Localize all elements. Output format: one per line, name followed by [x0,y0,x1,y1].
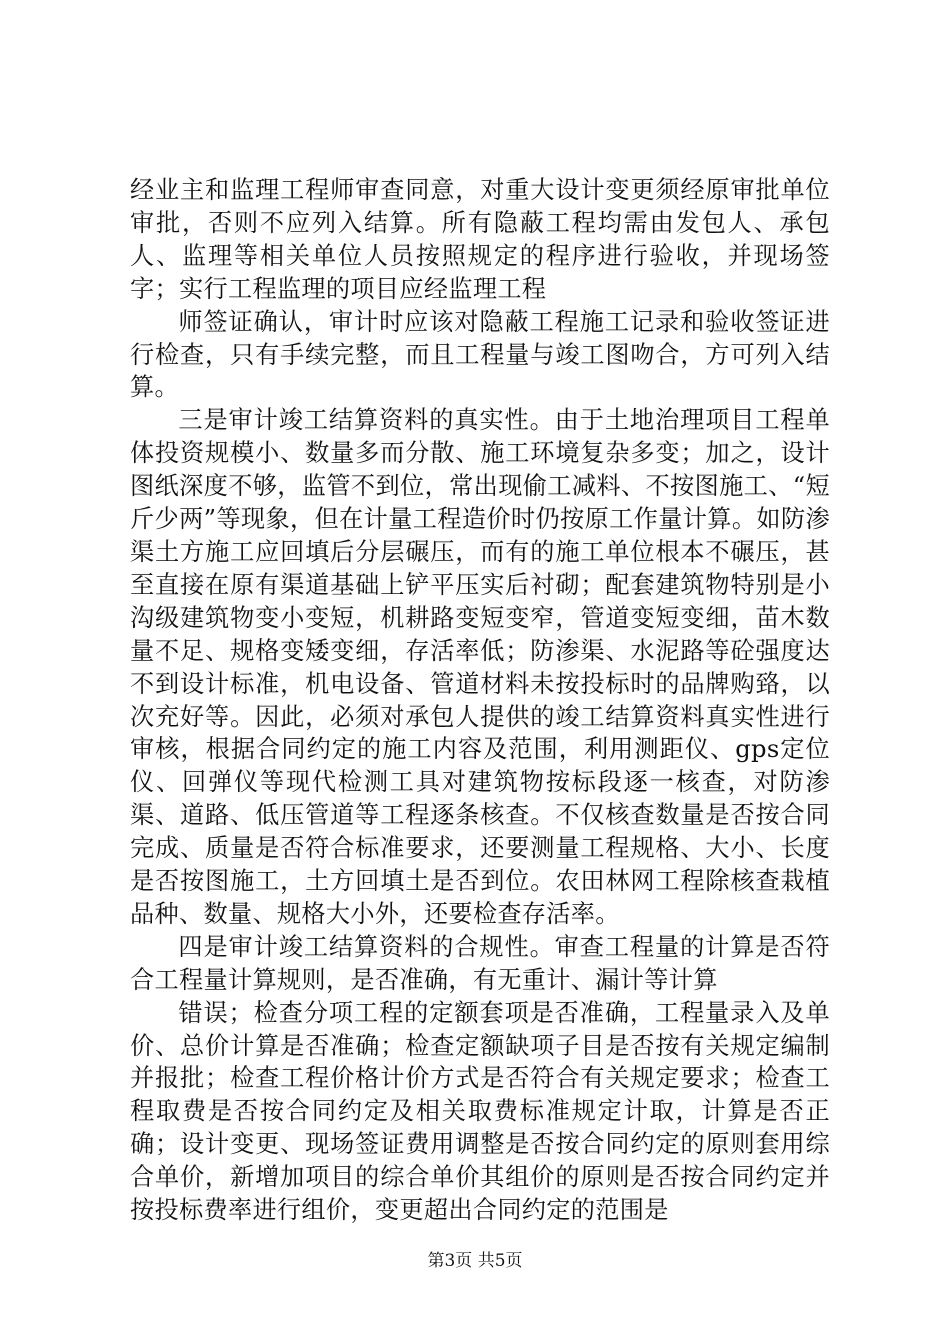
document-body [130,174,830,1227]
paragraph-1: 经业主和监理工程师审查同意，对重大设计变更须经原审批单位审批，否则不应列入结算。所有隐蔽工程均需由发包人、承包人、监理等相关单位人员按照规定的程序进行验收，并现场签字；实行工程监理的项目应经监理工程 [130,176,830,303]
page-footer: 第3页 共5页 [427,1251,523,1271]
paragraph-2: 师签证确认，审计时应该对隐蔽工程施工记录和验收签证进行检查，只有手续完整，而且工程量与竣工图吻合，方可列入结算。 [130,307,830,402]
paragraph-3: 三是审计竣工结算资料的真实性。由于土地治理项目工程单体投资规模小、数量多而分散、施工环境复杂多变；加之，设计图纸深度不够，监管不到位，常出现偷工减料、不按图施工、“短斤少两”等现象，但在计量工程造价时仍按原工作量计算。如防渗渠土方施工应回填后分层碾压，而有的施工单位根本不碾压，甚至直接在原有渠道基础上铲平压实后衬砌；配套建筑物特别是小沟级建筑物变小变短，机耕路变短变窄，管道变短变细，苗木数量不足、规格变矮变细，存活率低；防渗渠、水泥路等砼强度达不到设计标准，机电设备、管道材料未按投标时的品牌购臵，以次充好等。因此，必须对承包人提供的竣工结算资料真实性进行审核，根据合同约定的施工内容及范围，利用测距仪、gps定位仪、回弹仪等现代检测工具对建筑物按标段逐一核查，对防渗渠、道路、低压管道等工程逐条核查。不仅核查数量是否按合同完成、质量是否符合标准要求，还要测量工程规格、大小、长度是否按图施工，土方回填土是否到位。农田林网工程除核查栽植品种、数量、规格大小外，还要检查存活率。 [130,406,830,928]
paragraph-4: 四是审计竣工结算资料的合规性。审查工程量的计算是否符合工程量计算规则，是否准确，有无重计、漏计等计算 [130,932,830,994]
paragraph-5: 错误；检查分项工程的定额套项是否准确，工程量录入及单价、总价计算是否准确；检查定额缺项子目是否按有关规定编制并报批；检查工程价格计价方式是否符合有关规定要求；检查工程取费是否按合同约定及相关取费标准规定计取，计算是否正确；设计变更、现场签证费用调整是否按合同约定的原则套用综合单价，新增加项目的综合单价其组价的原则是否按合同约定并按投标费率进行组价，变更超出合同约定的范围是 [130,998,830,1225]
